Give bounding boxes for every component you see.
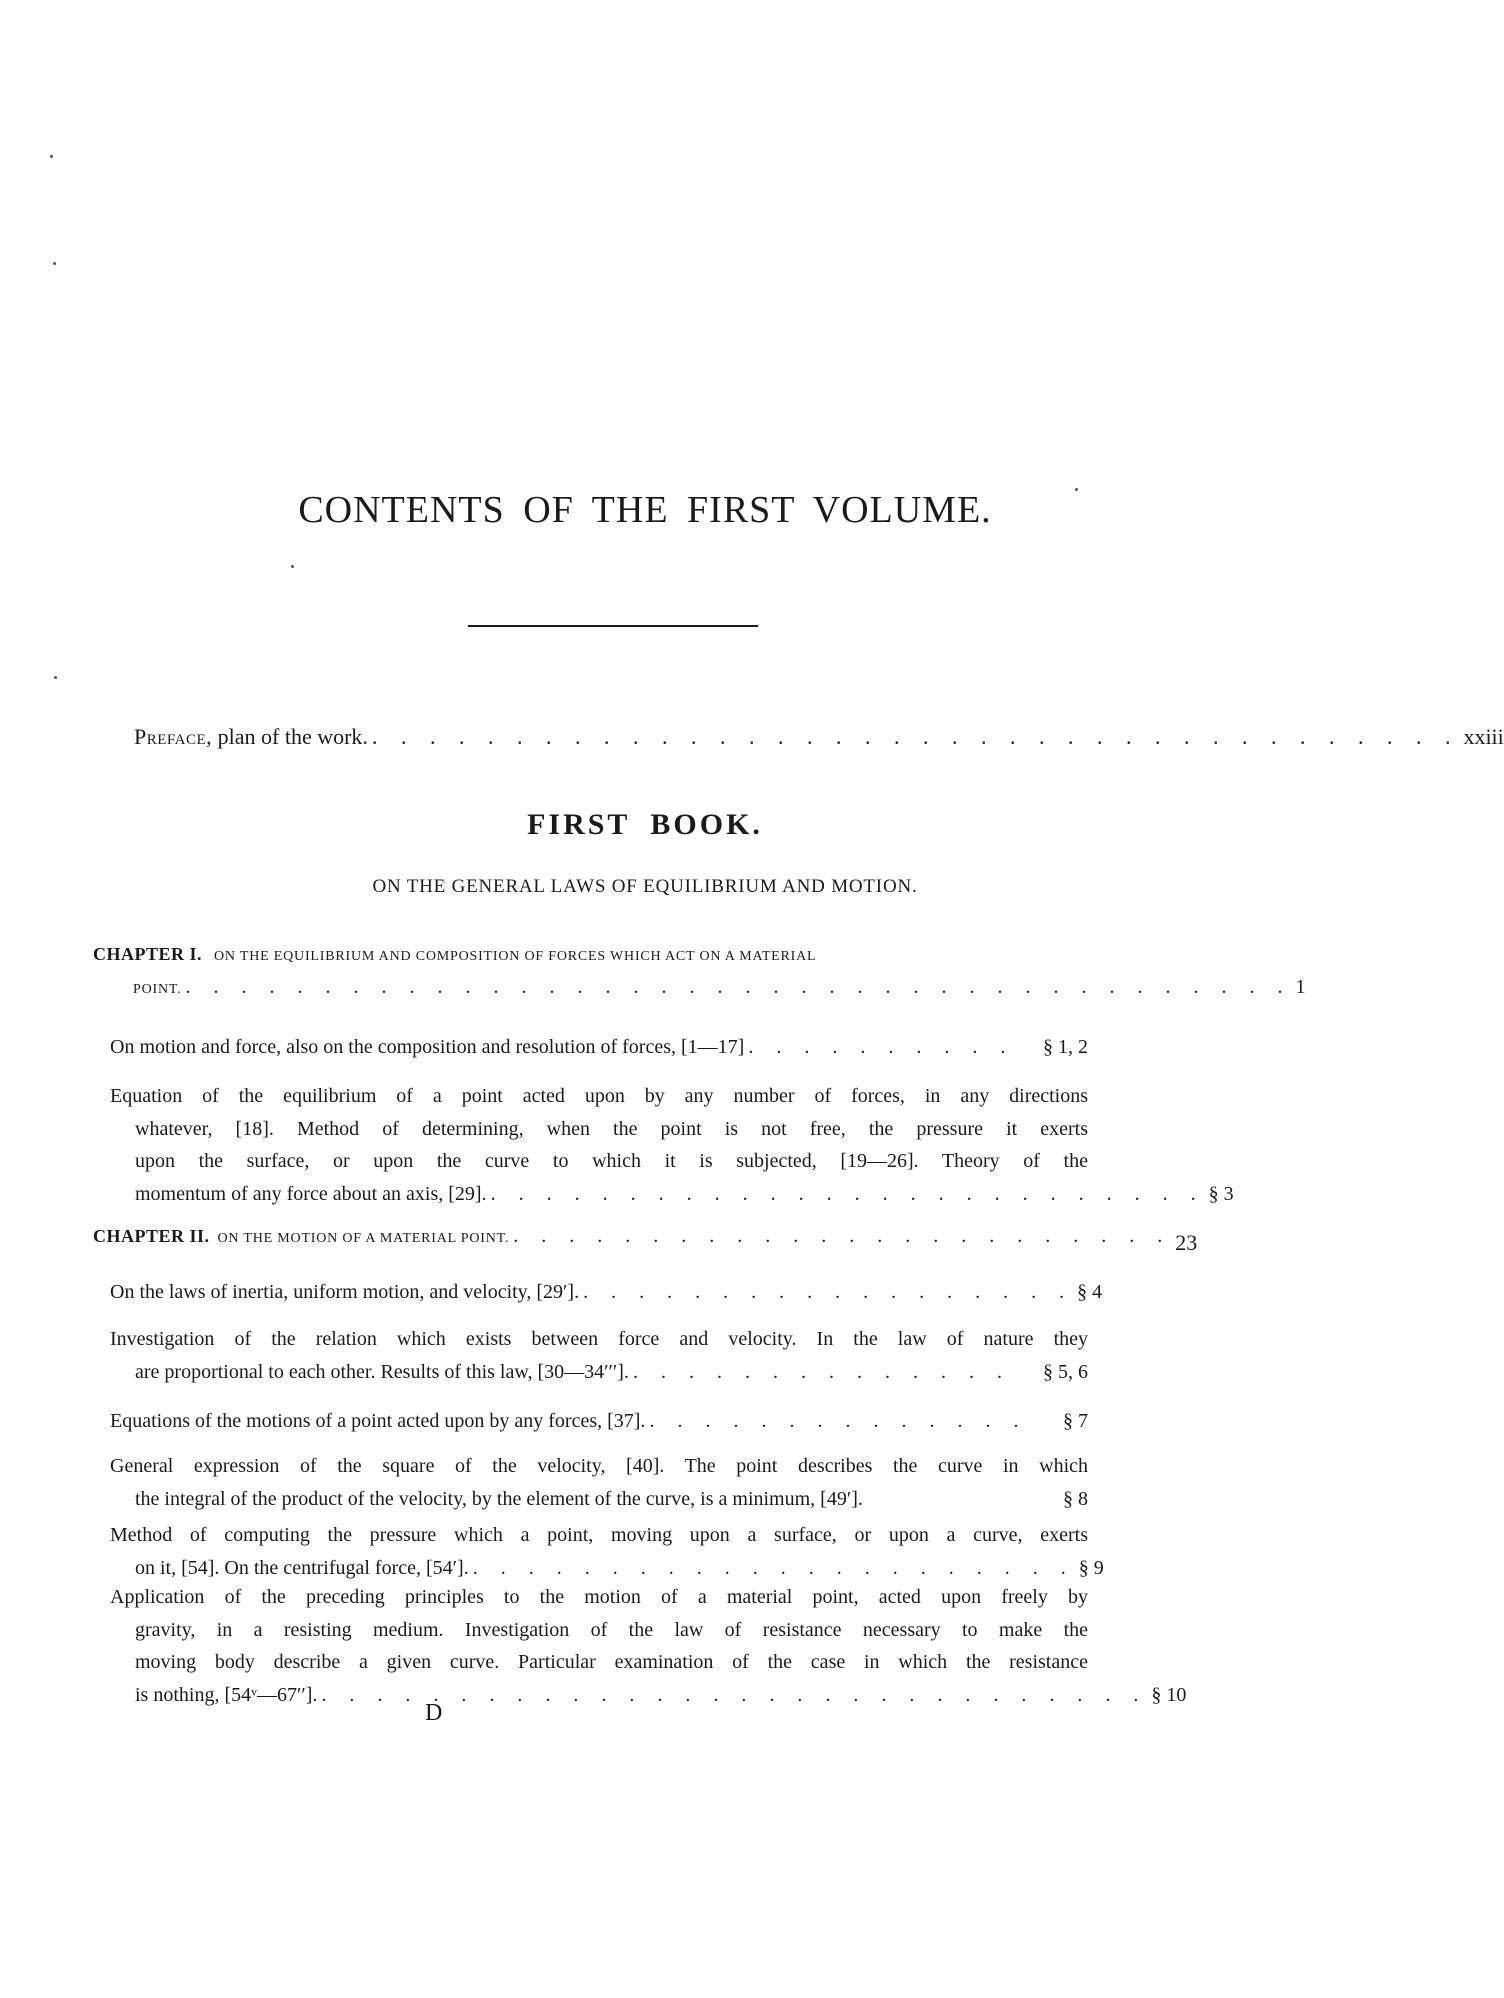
leader-dots: . . . . . . . . . . . . . . . . . . . . . . . . xyxy=(513,1225,1172,1247)
book-subtitle: ON THE GENERAL LAWS OF EQUILIBRIUM AND MOTION. xyxy=(372,876,918,897)
toc-entry xyxy=(110,1519,1104,1584)
entry-text: Equations of the motions of a point acted upon by any forces, [37]. xyxy=(110,1410,646,1432)
entry-line: Investigation of the relation which exists between force and velocity. In the law of nature they xyxy=(110,1328,1088,1350)
entry-line: whatever, [18]. Method of determining, when the point is not free, the pressure it exerts xyxy=(135,1117,1088,1140)
chapter-1-heading-line2 xyxy=(133,976,1307,999)
entry-text: momentum of any force about an axis, [29]. xyxy=(135,1182,487,1205)
leader-dots: . . . . . . . . . . . . . . xyxy=(632,1360,1011,1383)
ink-speck xyxy=(54,676,57,679)
entry-ref: § 4 xyxy=(1077,1281,1103,1303)
toc-entry xyxy=(110,1276,1103,1309)
chapter-1-page: 1 xyxy=(1295,976,1307,998)
chapter-1-title-cont: POINT. xyxy=(133,982,182,997)
ink-speck xyxy=(53,262,56,265)
entry-text: the integral of the product of the velocity, by the element of the curve, is a minimum, [49′]. xyxy=(135,1487,863,1510)
entry-ref: § 3 xyxy=(1208,1182,1234,1205)
leader-dots: . . . . . . . . . . . . . . . . . . . . . . . . . . . . . . xyxy=(321,1683,1148,1706)
entry-ref: § 1, 2 xyxy=(1043,1036,1088,1058)
chapter-2-page: 23 xyxy=(1175,1230,1198,1255)
entry-text: are proportional to each other. Results of this law, [30—34′′′]. xyxy=(135,1360,629,1383)
entry-line: General expression of the square of the velocity, [40]. The point describes the curve in which xyxy=(110,1455,1088,1477)
toc-entry xyxy=(110,1323,1088,1388)
preface-label: Preface, xyxy=(134,724,213,749)
leader-dots: . . . . . . . . . . . . . . . . . . . . . . . . . . . . . . . . . . . . . . xyxy=(371,724,1460,749)
toc-entry xyxy=(110,1450,1088,1515)
preface-entry xyxy=(134,724,1504,750)
entry-line: Equation of the equilibrium of a point acted upon by any number of forces, in any directions xyxy=(110,1085,1088,1107)
entry-line: Application of the preceding principles to the motion of a material point, acted upon freely by xyxy=(110,1586,1088,1608)
entry-line: Method of computing the pressure which a point, moving upon a surface, or upon a curve, exerts xyxy=(110,1524,1088,1546)
ink-speck xyxy=(291,565,294,568)
preface-text: plan of the work. xyxy=(217,724,368,749)
leader-dots: . . . . . . . . . . . . . . . . . . xyxy=(583,1281,1074,1303)
leader-dots: . . . . . . . . . . . . . . . . . . . . . . xyxy=(472,1556,1075,1579)
chapter-1-label: CHAPTER I. xyxy=(93,944,203,964)
chapter-2-heading xyxy=(93,1222,1198,1255)
preface-page: xxiii xyxy=(1463,724,1504,749)
entry-line: upon the surface, or upon the curve to which it is subjected, [19—26]. Theory of the xyxy=(135,1150,1088,1172)
entry-text: is nothing, [54ᵛ—67′′]. xyxy=(135,1683,318,1706)
entry-ref: § 10 xyxy=(1151,1683,1187,1706)
chapter-1-title: ON THE EQUILIBRIUM AND COMPOSITION OF FORCES WHICH ACT ON A MATERIAL xyxy=(214,949,817,964)
leader-dots: . . . . . . . . . . . . . . . . . . . . . . . . . . . . . . . . . . . . . . . . xyxy=(185,976,1292,998)
leader-dots: . . . . . . . . . . . . . . xyxy=(649,1410,1028,1432)
entry-text: On motion and force, also on the composition and resolution of forces, [1—17] xyxy=(110,1036,745,1058)
toc-entry xyxy=(110,1080,1234,1210)
page-title: CONTENTS OF THE FIRST VOLUME. xyxy=(298,489,992,531)
ink-speck xyxy=(50,155,53,158)
entry-line: moving body describe a given curve. Particular examination of the case in which the resistance xyxy=(135,1651,1088,1673)
chapter-1-heading xyxy=(93,944,1143,965)
title-rule xyxy=(468,625,758,627)
chapter-2-label: CHAPTER II. xyxy=(93,1226,210,1246)
entry-line: gravity, in a resisting medium. Investigation of the law of resistance necessary to make the xyxy=(135,1618,1088,1641)
leader-dots: . . . . . . . . . . . . . . . . . . . . . . . . . . xyxy=(490,1182,1205,1205)
toc-entry xyxy=(110,1031,1088,1064)
entry-ref: § 5, 6 xyxy=(1043,1360,1088,1383)
signature-mark: D xyxy=(425,1700,443,1726)
entry-ref: § 7 xyxy=(1063,1410,1088,1432)
entry-ref: § 8 xyxy=(1063,1487,1088,1510)
toc-entry xyxy=(110,1405,1088,1438)
book-title: FIRST BOOK. xyxy=(527,808,763,841)
entry-text: On the laws of inertia, uniform motion, and velocity, [29′]. xyxy=(110,1281,580,1303)
toc-entry xyxy=(110,1581,1187,1711)
leader-dots xyxy=(863,1483,1063,1516)
chapter-2-title: ON THE MOTION OF A MATERIAL POINT. xyxy=(217,1231,510,1246)
entry-text: on it, [54]. On the centrifugal force, [54′]. xyxy=(135,1556,469,1579)
leader-dots: . . . . . . . . . . xyxy=(748,1036,1015,1058)
entry-ref: § 9 xyxy=(1078,1556,1104,1579)
